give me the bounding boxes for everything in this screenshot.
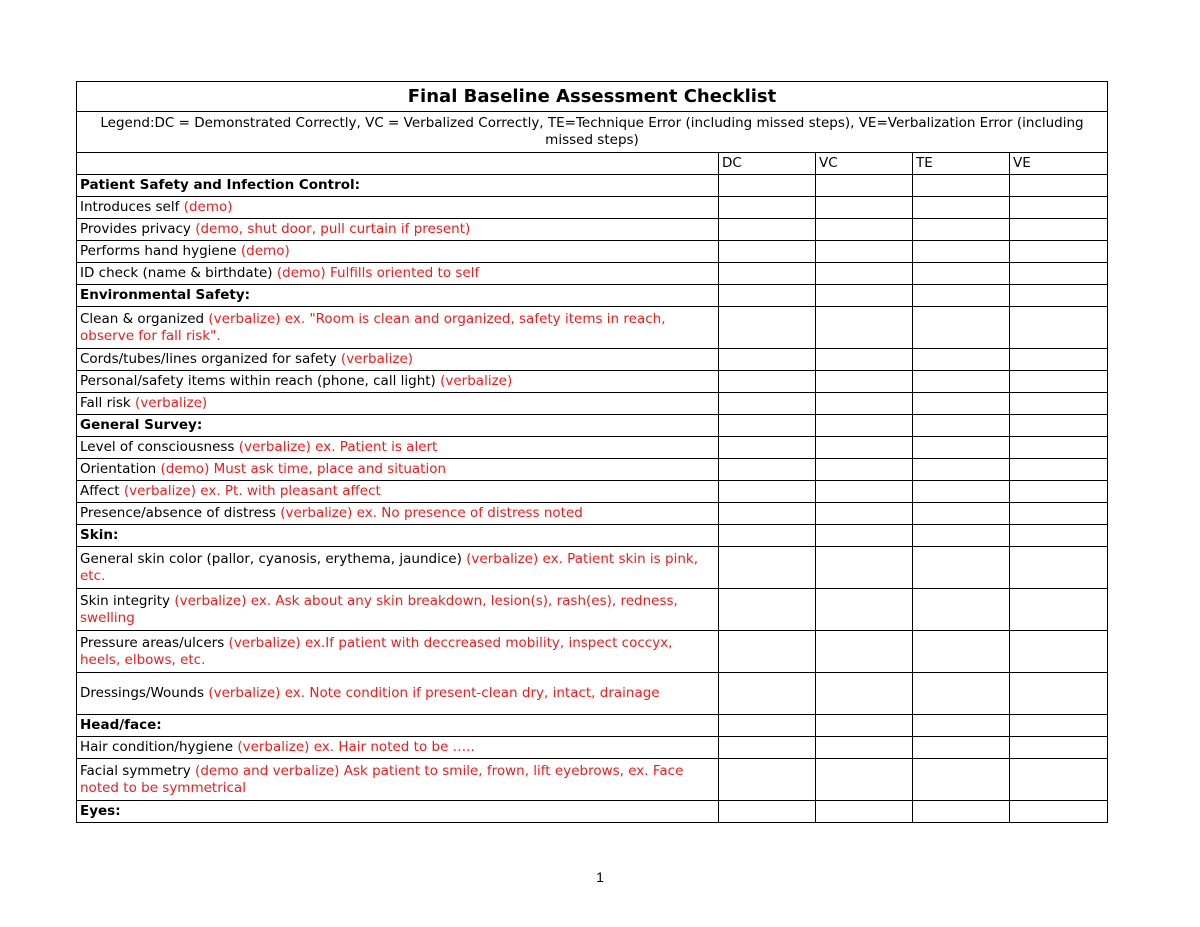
item-label: Introduces self — [80, 199, 180, 215]
legend-text: Legend:DC = Demonstrated Correctly, VC = Verbalized Correctly, TE=Technique Error (including missed steps), VE=Verbalization Error (including missed steps) — [77, 112, 1108, 153]
checklist-item-row — [77, 547, 1108, 589]
checklist-item-row — [77, 459, 1108, 481]
item-instruction-note: (verbalize) — [440, 373, 513, 389]
item-label: Dressings/Wounds — [80, 685, 205, 701]
checkbox-cell-dc[interactable] — [719, 715, 816, 737]
checkbox-cell-vc[interactable] — [816, 547, 913, 589]
checklist-item-row — [77, 481, 1108, 503]
checklist-item-row — [77, 589, 1108, 631]
column-header-dc: DC — [719, 153, 816, 175]
item-description — [77, 481, 719, 503]
checkbox-cell-te[interactable] — [913, 759, 1010, 801]
item-instruction-note: (demo) — [183, 199, 233, 215]
item-label: Cords/tubes/lines organized for safety — [80, 351, 337, 367]
checkbox-cell-dc[interactable] — [719, 263, 816, 285]
item-instruction-note: (verbalize) — [340, 351, 414, 367]
checkbox-cell-ve[interactable] — [1010, 263, 1108, 285]
checkbox-cell-vc[interactable] — [816, 459, 913, 481]
checkbox-cell-dc[interactable] — [719, 673, 816, 715]
item-description — [77, 631, 719, 673]
column-header-ve: VE — [1010, 153, 1108, 175]
checkbox-cell-dc[interactable] — [719, 175, 816, 197]
checkbox-cell-te[interactable] — [913, 437, 1010, 459]
checklist-item-row — [77, 263, 1108, 285]
checkbox-cell-ve[interactable] — [1010, 547, 1108, 589]
checklist-item-row — [77, 307, 1108, 349]
checkbox-cell-vc[interactable] — [816, 263, 913, 285]
checkbox-cell-dc[interactable] — [719, 459, 816, 481]
checkbox-cell-vc[interactable] — [816, 415, 913, 437]
checkbox-cell-dc[interactable] — [719, 525, 816, 547]
item-instruction-note: (verbalize) ex. Note condition if present-clean dry, intact, drainage — [208, 685, 660, 701]
checkbox-cell-dc[interactable] — [719, 393, 816, 415]
item-label: Level of consciousness — [80, 439, 235, 455]
checkbox-cell-vc[interactable] — [816, 349, 913, 371]
item-instruction-note: (verbalize) ex. Patient is alert — [238, 439, 438, 455]
checkbox-cell-te[interactable] — [913, 371, 1010, 393]
checkbox-cell-te[interactable] — [913, 547, 1010, 589]
checkbox-cell-te[interactable] — [913, 631, 1010, 673]
column-header-row — [77, 153, 1108, 175]
checkbox-cell-te[interactable] — [913, 673, 1010, 715]
checkbox-cell-ve[interactable] — [1010, 285, 1108, 307]
item-label: Provides privacy — [80, 221, 191, 237]
item-instruction-note: (verbalize) — [135, 395, 208, 411]
checkbox-cell-vc[interactable] — [816, 801, 913, 823]
checkbox-cell-ve[interactable] — [1010, 349, 1108, 371]
item-instruction-note: (verbalize) ex. Ask about any skin breakdown, lesion(s), rash(es), redness, swelling — [80, 592, 678, 626]
checkbox-cell-te[interactable] — [913, 263, 1010, 285]
section-row — [77, 415, 1108, 437]
item-instruction-note: (demo) Fulfills oriented to self — [276, 265, 480, 281]
column-header-vc: VC — [816, 153, 913, 175]
section-heading: Environmental Safety: — [77, 285, 719, 307]
item-label: Facial symmetry — [80, 762, 191, 779]
checkbox-cell-ve[interactable] — [1010, 371, 1108, 393]
item-description — [77, 459, 719, 481]
checkbox-cell-vc[interactable] — [816, 285, 913, 307]
item-instruction-note: (demo and verbalize) Ask patient to smile, frown, lift eyebrows, ex. Face noted to be symmetrical — [80, 762, 684, 796]
checkbox-cell-ve[interactable] — [1010, 219, 1108, 241]
section-heading: General Survey: — [77, 415, 719, 437]
checkbox-cell-te[interactable] — [913, 219, 1010, 241]
item-instruction-note: (demo) Must ask time, place and situation — [160, 461, 447, 477]
section-row — [77, 175, 1108, 197]
item-description — [77, 371, 719, 393]
checkbox-cell-ve[interactable] — [1010, 459, 1108, 481]
column-header-blank — [77, 153, 719, 175]
checkbox-cell-vc[interactable] — [816, 737, 913, 759]
checkbox-cell-ve[interactable] — [1010, 631, 1108, 673]
checkbox-cell-dc[interactable] — [719, 547, 816, 589]
item-label: Skin integrity — [80, 592, 171, 609]
checkbox-cell-te[interactable] — [913, 525, 1010, 547]
checklist-item-row — [77, 673, 1108, 715]
item-description — [77, 503, 719, 525]
item-description — [77, 263, 719, 285]
assessment-checklist-table — [76, 81, 1108, 823]
checklist-item-row — [77, 371, 1108, 393]
checkbox-cell-ve[interactable] — [1010, 715, 1108, 737]
item-label: Performs hand hygiene — [80, 243, 237, 259]
item-instruction-note: (verbalize) ex.If patient with deccreased mobility, inspect coccyx, heels, elbows, etc. — [80, 634, 673, 668]
checkbox-cell-ve[interactable] — [1010, 759, 1108, 801]
checkbox-cell-te[interactable] — [913, 349, 1010, 371]
checkbox-cell-vc[interactable] — [816, 175, 913, 197]
item-label: Hair condition/hygiene — [80, 739, 234, 755]
checkbox-cell-vc[interactable] — [816, 371, 913, 393]
item-instruction-note: (demo) — [240, 243, 290, 259]
checkbox-cell-te[interactable] — [913, 393, 1010, 415]
checkbox-cell-dc[interactable] — [719, 371, 816, 393]
checkbox-cell-dc[interactable] — [719, 437, 816, 459]
checklist-item-row — [77, 241, 1108, 263]
item-label: ID check (name & birthdate) — [80, 265, 277, 281]
checkbox-cell-ve[interactable] — [1010, 307, 1108, 349]
checkbox-cell-dc[interactable] — [719, 307, 816, 349]
item-label: Orientation — [80, 461, 157, 477]
item-instruction-note: (verbalize) ex. No presence of distress noted — [280, 505, 583, 521]
checkbox-cell-te[interactable] — [913, 307, 1010, 349]
checkbox-cell-te[interactable] — [913, 175, 1010, 197]
item-description — [77, 759, 719, 801]
checkbox-cell-dc[interactable] — [719, 197, 816, 219]
checkbox-cell-dc[interactable] — [719, 631, 816, 673]
checklist-item-row — [77, 737, 1108, 759]
checkbox-cell-vc[interactable] — [816, 481, 913, 503]
legend-row — [77, 112, 1108, 153]
checkbox-cell-vc[interactable] — [816, 437, 913, 459]
checkbox-cell-dc[interactable] — [719, 759, 816, 801]
checkbox-cell-ve[interactable] — [1010, 673, 1108, 715]
column-header-te: TE — [913, 153, 1010, 175]
item-label: Pressure areas/ulcers — [80, 634, 225, 651]
checklist-item-row — [77, 219, 1108, 241]
item-description — [77, 219, 719, 241]
section-row — [77, 715, 1108, 737]
checklist-item-row — [77, 437, 1108, 459]
item-description — [77, 673, 719, 715]
checklist-title: Final Baseline Assessment Checklist — [77, 82, 1108, 112]
checkbox-cell-dc[interactable] — [719, 415, 816, 437]
checkbox-cell-dc[interactable] — [719, 589, 816, 631]
item-description — [77, 241, 719, 263]
checkbox-cell-vc[interactable] — [816, 631, 913, 673]
item-description — [77, 307, 719, 349]
item-label: Fall risk — [80, 395, 131, 411]
checkbox-cell-ve[interactable] — [1010, 801, 1108, 823]
checkbox-cell-vc[interactable] — [816, 759, 913, 801]
item-description — [77, 589, 719, 631]
checkbox-cell-ve[interactable] — [1010, 481, 1108, 503]
checkbox-cell-te[interactable] — [913, 285, 1010, 307]
section-heading: Patient Safety and Infection Control: — [77, 175, 719, 197]
checkbox-cell-vc[interactable] — [816, 197, 913, 219]
checkbox-cell-dc[interactable] — [719, 349, 816, 371]
checkbox-cell-vc[interactable] — [816, 219, 913, 241]
checkbox-cell-te[interactable] — [913, 715, 1010, 737]
checkbox-cell-te[interactable] — [913, 589, 1010, 631]
item-description — [77, 547, 719, 589]
page-number: 1 — [596, 869, 604, 885]
checkbox-cell-vc[interactable] — [816, 715, 913, 737]
section-heading: Skin: — [77, 525, 719, 547]
item-description — [77, 437, 719, 459]
title-row — [77, 82, 1108, 112]
checkbox-cell-dc[interactable] — [719, 503, 816, 525]
section-row — [77, 801, 1108, 823]
checkbox-cell-dc[interactable] — [719, 481, 816, 503]
checklist-item-row — [77, 759, 1108, 801]
checkbox-cell-vc[interactable] — [816, 393, 913, 415]
checklist-item-row — [77, 197, 1108, 219]
checkbox-cell-te[interactable] — [913, 737, 1010, 759]
item-instruction-note: (verbalize) ex. "Room is clean and organized, safety items in reach, observe for fall risk". — [80, 310, 666, 344]
item-label: Affect — [80, 483, 120, 499]
checkbox-cell-vc[interactable] — [816, 525, 913, 547]
checkbox-cell-dc[interactable] — [719, 219, 816, 241]
checkbox-cell-ve[interactable] — [1010, 589, 1108, 631]
item-description — [77, 737, 719, 759]
section-heading: Head/face: — [77, 715, 719, 737]
item-label: Presence/absence of distress — [80, 505, 276, 521]
checkbox-cell-vc[interactable] — [816, 503, 913, 525]
item-description — [77, 349, 719, 371]
checkbox-cell-te[interactable] — [913, 481, 1010, 503]
checkbox-cell-te[interactable] — [913, 197, 1010, 219]
checkbox-cell-te[interactable] — [913, 801, 1010, 823]
section-row — [77, 525, 1108, 547]
checkbox-cell-ve[interactable] — [1010, 241, 1108, 263]
checkbox-cell-dc[interactable] — [719, 737, 816, 759]
checkbox-cell-dc[interactable] — [719, 241, 816, 263]
section-heading: Eyes: — [77, 801, 719, 823]
checkbox-cell-vc[interactable] — [816, 589, 913, 631]
checkbox-cell-vc[interactable] — [816, 673, 913, 715]
checkbox-cell-vc[interactable] — [816, 307, 913, 349]
checkbox-cell-ve[interactable] — [1010, 415, 1108, 437]
checklist-item-row — [77, 349, 1108, 371]
checkbox-cell-dc[interactable] — [719, 285, 816, 307]
item-instruction-note: (verbalize) ex. Patient skin is pink, etc. — [80, 550, 698, 584]
checkbox-cell-ve[interactable] — [1010, 437, 1108, 459]
item-instruction-note: (demo, shut door, pull curtain if present) — [195, 221, 471, 237]
checkbox-cell-ve[interactable] — [1010, 197, 1108, 219]
checklist-item-row — [77, 393, 1108, 415]
item-label: Personal/safety items within reach (phone, call light) — [80, 373, 441, 389]
checkbox-cell-ve[interactable] — [1010, 393, 1108, 415]
checkbox-cell-ve[interactable] — [1010, 525, 1108, 547]
checkbox-cell-dc[interactable] — [719, 801, 816, 823]
checklist-item-row — [77, 631, 1108, 673]
checkbox-cell-ve[interactable] — [1010, 503, 1108, 525]
checkbox-cell-ve[interactable] — [1010, 175, 1108, 197]
checklist-item-row — [77, 503, 1108, 525]
checkbox-cell-ve[interactable] — [1010, 737, 1108, 759]
checkbox-cell-vc[interactable] — [816, 241, 913, 263]
section-row — [77, 285, 1108, 307]
checkbox-cell-te[interactable] — [913, 415, 1010, 437]
checkbox-cell-te[interactable] — [913, 459, 1010, 481]
item-instruction-note: (verbalize) ex. Hair noted to be ….. — [237, 739, 475, 755]
checkbox-cell-te[interactable] — [913, 241, 1010, 263]
item-description — [77, 197, 719, 219]
item-instruction-note: (verbalize) ex. Pt. with pleasant affect — [123, 483, 381, 499]
item-label: Clean & organized — [80, 310, 205, 327]
checkbox-cell-te[interactable] — [913, 503, 1010, 525]
item-label: General skin color (pallor, cyanosis, erythema, jaundice) — [80, 550, 467, 567]
item-description — [77, 393, 719, 415]
